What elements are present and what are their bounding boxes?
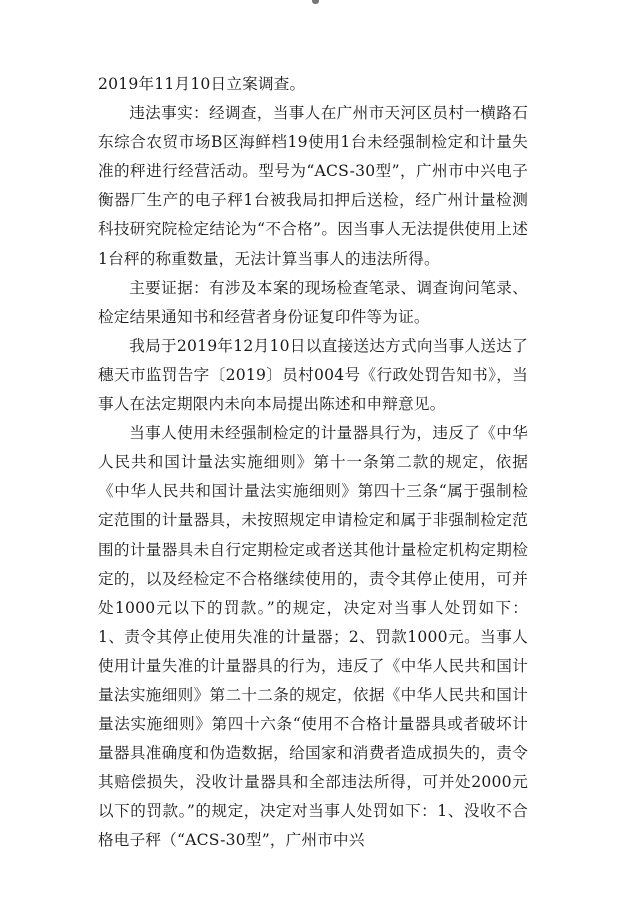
scan-mark xyxy=(312,0,319,4)
paragraph-violation-facts: 违法事实：经调查，当事人在广州市天河区员村一横路石东综合农贸市场B区海鲜档19使用1台未经强制检定和计量失准的秤进行经营活动。型号为“ACS-30型”，广州市中兴电子衡器厂生产的电子秤1台被我局扣押后送检，经广州计量检测科技研究院检定结论为“不合格”。因当事人无法提供使用上述1台秤的称重数量，无法计算当事人的违法所得。 xyxy=(98,104,528,268)
paragraph-notice-served: 我局于2019年12月10日以直接送达方式向当事人送达了穗天市监罚告字〔2019〕员村004号《行政处罚告知书》，当事人在法定期限内未向本局提出陈述和申辩意见。 xyxy=(98,336,528,414)
paragraph-penalty-decision: 当事人使用未经强制检定的计量器具行为，违反了《中华人民共和国计量法实施细则》第十一条第二款的规定，依据《中华人民共和国计量法实施细则》第四十三条“属于强制检定范围的计量器具，未按照规定申请检定和属于非强制检定范围的计量器具未自行定期检定或者送其他计量检定机构定期检定的，以及经检定不合格继续使用的，责令其停止使用，可并处1000元以下的罚款。”的规定，决定对当事人处罚如下：1、责令其停止使用失准的计量器；2、罚款1000元。当事人使用计量失准的计量器具的行为，违反了《中华人民共和国计量法实施细则》第二十二条的规定，依据《中华人民共和国计量法实施细则》第四十六条“使用不合格计量器具或者破坏计量器具准确度和伪造数据，给国家和消费者造成损失的，责令其赔偿损失，没收计量器具和全部违法所得，可并处2000元以下的罚款。”的规定，决定对当事人处罚如下：1、没收不合格电子秤（“ACS-30型”，广州市中兴 xyxy=(98,424,528,850)
paragraph-case-filed: 2019年11月10日立案调查。 xyxy=(98,75,306,93)
paragraph-main-evidence: 主要证据：有涉及本案的现场检查笔录、调查询问笔录、检定结果通知书和经营者身份证复印件等为证。 xyxy=(98,278,528,326)
document-body xyxy=(98,70,528,856)
